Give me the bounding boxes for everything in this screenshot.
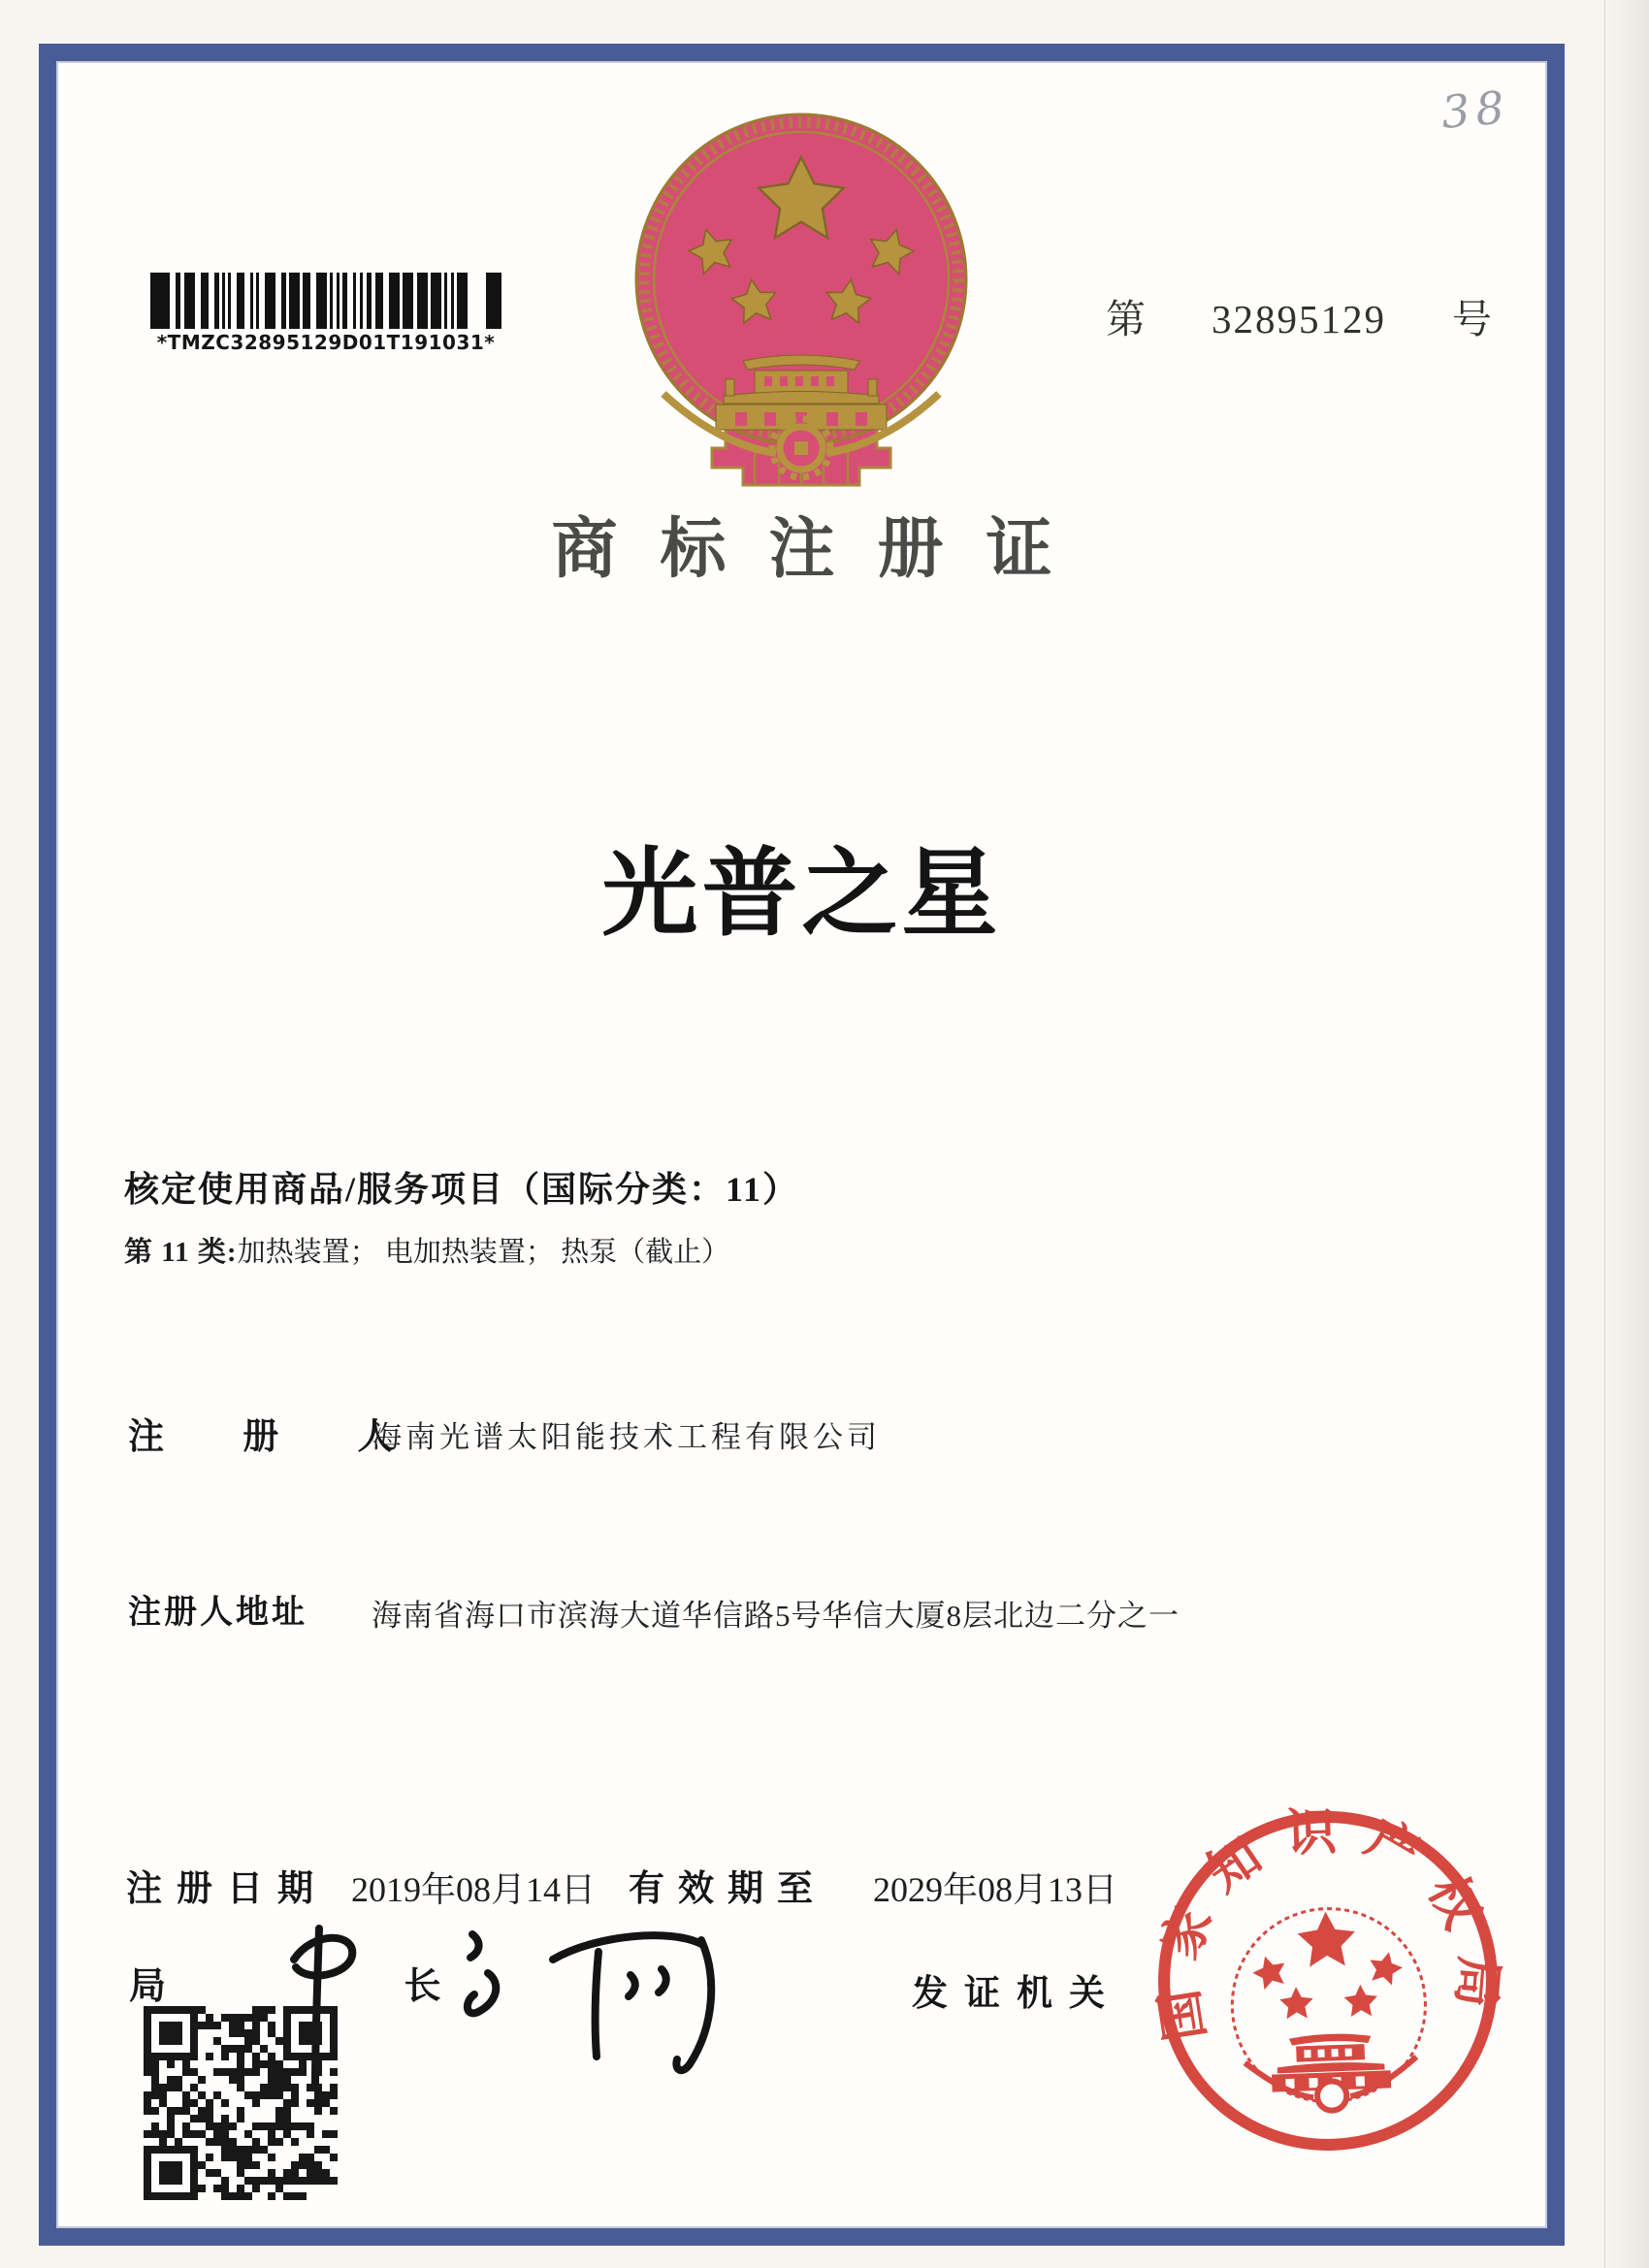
issuer-label: 发证机关: [912, 1974, 1121, 2014]
barcode: [150, 273, 501, 329]
director-label: 局 长: [129, 1966, 556, 2007]
official-seal: [1142, 1795, 1515, 2168]
goods-heading: 核定使用商品/服务项目（国际分类：11）: [124, 1170, 800, 1209]
certificate-number-prefix: 第: [1106, 297, 1146, 341]
goods-class-items: 加热装置； 电加热装置； 热泵（截止）: [237, 1237, 730, 1268]
valid-until-value: 2029年08月13日: [873, 1870, 1118, 1909]
address-label: 注册人地址: [128, 1595, 307, 1631]
registration-date-label: 注册日期: [126, 1869, 328, 1909]
valid-until-label: 有效期至: [629, 1869, 826, 1909]
goods-class-line: [124, 1230, 729, 1270]
trademark-name: 光普之星: [601, 839, 1002, 947]
certificate-number: [1106, 287, 1492, 344]
certificate-number-suffix: 号: [1452, 297, 1492, 341]
registrant-value: 海南光谱太阳能技术工程有限公司: [372, 1420, 881, 1454]
certificate-title: 商标注册证: [551, 512, 1095, 586]
director-signature: [257, 1917, 800, 2101]
certificate-number-value: 32895129: [1212, 297, 1386, 341]
seal-emblem: [1229, 1905, 1429, 2114]
registrant-label: 注 册 人: [128, 1417, 415, 1457]
registration-date-value: 2019年08月14日: [351, 1870, 597, 1909]
seal-text: 国家知识产权局: [1148, 1803, 1507, 2045]
handwritten-note: 38: [1439, 81, 1512, 139]
national-emblem-icon: [629, 107, 974, 493]
qr-code: [144, 2006, 338, 2200]
goods-class-label: 第 11 类:: [124, 1237, 238, 1268]
barcode-text: *TMZC32895129D01T191031*: [156, 331, 496, 354]
scan-edge-shadow: [1604, 0, 1649, 2268]
address-value: 海南省海口市滨海大道华信路5号华信大厦8层北边二分之一: [372, 1599, 1180, 1633]
